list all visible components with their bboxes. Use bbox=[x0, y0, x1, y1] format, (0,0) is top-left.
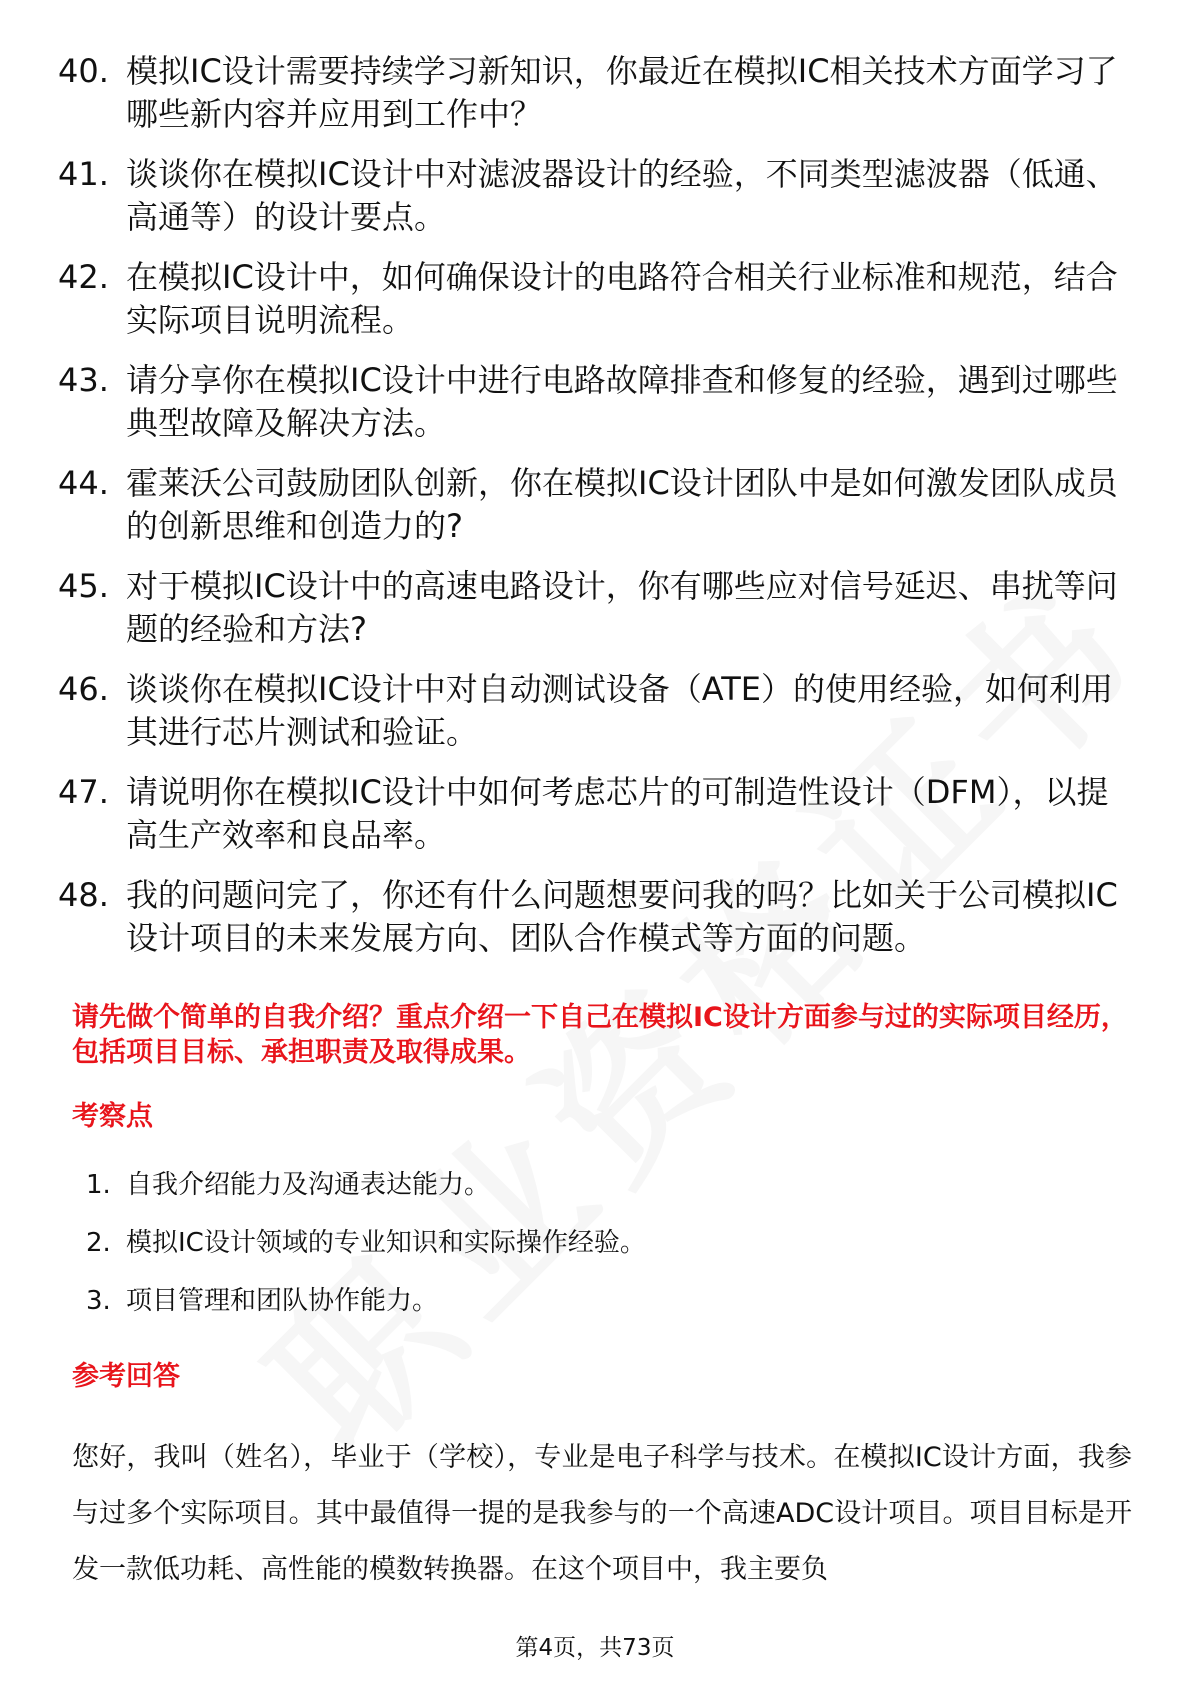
point-number: 1. bbox=[86, 1170, 111, 1200]
point-text: 项目管理和团队协作能力。 bbox=[126, 1286, 439, 1316]
question-item bbox=[58, 668, 1138, 754]
question-item bbox=[58, 50, 1138, 136]
question-number: 43. bbox=[58, 361, 109, 399]
question-item bbox=[58, 462, 1138, 548]
point-item bbox=[86, 1284, 1126, 1318]
question-text: 在模拟IC设计中，如何确保设计的电路符合相关行业标准和规范，结合实际项目说明流程。 bbox=[126, 258, 1118, 339]
question-text: 我的问题问完了，你还有什么问题想要问我的吗？比如关于公司模拟IC设计项目的未来发展方向、团队合作模式等方面的问题。 bbox=[126, 876, 1118, 957]
question-text: 对于模拟IC设计中的高速电路设计，你有哪些应对信号延迟、串扰等问题的经验和方法? bbox=[126, 567, 1118, 648]
section-title-answer: 参考回答 bbox=[72, 1361, 180, 1392]
point-number: 3. bbox=[86, 1286, 111, 1316]
answer-paragraph: 您好，我叫（姓名），毕业于（学校），专业是电子科学与技术。在模拟IC设计方面，我参与过多个实际项目。其中最值得一提的是我参与的一个高速ADC设计项目。项目目标是开发一款低功耗、高性能的模数转换器。在这个项目中，我主要负 bbox=[72, 1442, 1132, 1585]
question-number: 47. bbox=[58, 773, 109, 811]
point-number: 2. bbox=[86, 1228, 111, 1258]
question-item bbox=[58, 153, 1138, 239]
point-item bbox=[86, 1168, 1126, 1202]
question-number: 45. bbox=[58, 567, 109, 605]
question-item bbox=[58, 359, 1138, 445]
question-text: 请分享你在模拟IC设计中进行电路故障排查和修复的经验，遇到过哪些典型故障及解决方法。 bbox=[126, 361, 1118, 442]
question-number: 44. bbox=[58, 464, 109, 502]
question-item bbox=[58, 771, 1138, 857]
points-list bbox=[86, 1168, 1126, 1342]
question-text: 谈谈你在模拟IC设计中对自动测试设备（ATE）的使用经验，如何利用其进行芯片测试和验证。 bbox=[126, 670, 1113, 751]
point-text: 模拟IC设计领域的专业知识和实际操作经验。 bbox=[126, 1228, 646, 1258]
question-list bbox=[58, 50, 1138, 977]
question-text: 请说明你在模拟IC设计中如何考虑芯片的可制造性设计（DFM），以提高生产效率和良品率。 bbox=[126, 773, 1109, 854]
question-text: 霍莱沃公司鼓励团队创新，你在模拟IC设计团队中是如何激发团队成员的创新思维和创造力的? bbox=[126, 464, 1118, 545]
question-text: 模拟IC设计需要持续学习新知识，你最近在模拟IC相关技术方面学习了哪些新内容并应用到工作中？ bbox=[126, 52, 1118, 133]
question-number: 42. bbox=[58, 258, 109, 296]
section-title-points: 考察点 bbox=[72, 1101, 153, 1132]
question-item bbox=[58, 874, 1138, 960]
question-number: 46. bbox=[58, 670, 109, 708]
question-item bbox=[58, 256, 1138, 342]
question-number: 40. bbox=[58, 52, 109, 90]
question-number: 48. bbox=[58, 876, 109, 914]
page-footer: 第4页，共73页 bbox=[515, 1635, 675, 1661]
highlight-question: 请先做个简单的自我介绍？重点介绍一下自己在模拟IC设计方面参与过的实际项目经历，包括项目目标、承担职责及取得成果。 bbox=[72, 1002, 1128, 1068]
question-number: 41. bbox=[58, 155, 109, 193]
question-text: 谈谈你在模拟IC设计中对滤波器设计的经验，不同类型滤波器（低通、高通等）的设计要点。 bbox=[126, 155, 1118, 236]
point-text: 自我介绍能力及沟通表达能力。 bbox=[126, 1170, 491, 1200]
question-item bbox=[58, 565, 1138, 651]
point-item bbox=[86, 1226, 1126, 1260]
